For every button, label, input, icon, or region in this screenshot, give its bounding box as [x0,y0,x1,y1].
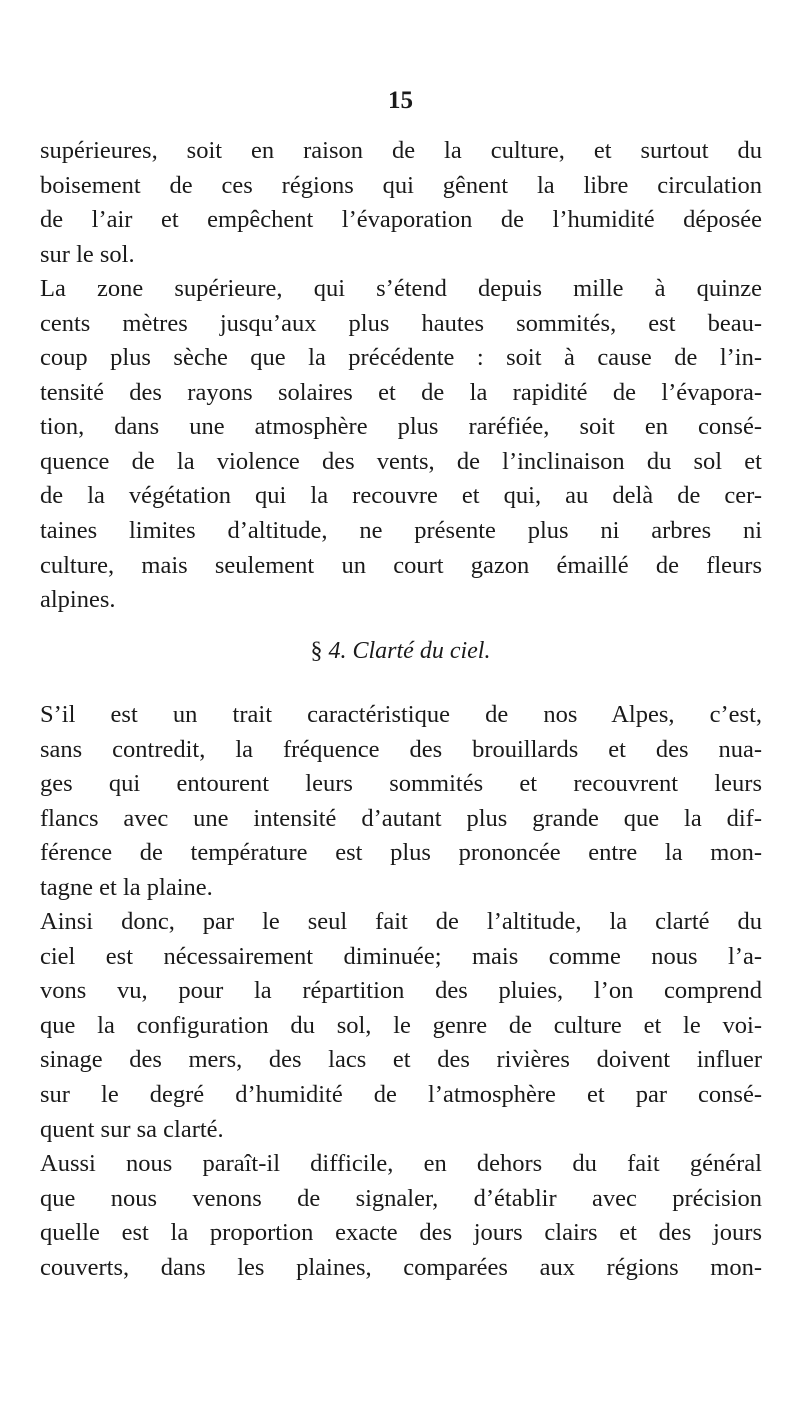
text-line: S’il est un trait caractéristique de nos Alpes, c’est, [40,701,762,728]
text-line: alpines. [40,586,116,614]
text-line: sinage des mers, des lacs et des rivières doivent influer [40,1046,762,1074]
text-line: quence de la violence des vents, de l’inclinaison du sol et [40,447,762,475]
text-block-bottom [40,698,762,1285]
text-line: tensité des rayons solaires et de la rapidité de l’évapora- [40,378,762,406]
text-line: ges qui entourent leurs sommités et recouvrent leurs [40,770,762,798]
text-line: que nous venons de signaler, d’établir avec précision [40,1184,762,1212]
text-line: flancs avec une intensité d’autant plus grande que la dif- [40,804,762,832]
text-line: boisement de ces régions qui gênent la libre circulation [40,171,762,199]
text-line: vons vu, pour la répartition des pluies, l’on comprend [40,977,762,1005]
text-line: taines limites d’altitude, ne présente plus ni arbres ni [40,517,762,545]
text-line: que la configuration du sol, le genre de culture et le voi- [40,1011,762,1039]
page-number: 15 [388,87,413,114]
section-heading [0,636,801,666]
text-line: supérieures, soit en raison de la culture, et surtout du [40,137,762,164]
text-line: tion, dans une atmosphère plus raréfiée, soit en consé- [40,413,762,441]
paragraph [40,698,762,905]
text-line: Ainsi donc, par le seul fait de l’altitude, la clarté du [40,908,762,936]
text-line: de la végétation qui la recouvre et qui, au delà de cer- [40,482,762,510]
paragraph [40,1147,762,1285]
text-line: ciel est nécessairement diminuée; mais comme nous l’a- [40,942,762,970]
text-line: coup plus sèche que la précédente : soit à cause de l’in- [40,344,762,372]
text-line: sur le sol. [40,240,135,268]
text-line: sans contredit, la fréquence des brouillards et des nua- [40,735,762,763]
text-line: férence de température est plus prononcée entre la mon- [40,839,762,867]
text-line: La zone supérieure, qui s’étend depuis mille à quinze [40,275,762,303]
text-line: Aussi nous paraît-il difficile, en dehors du fait général [40,1150,762,1178]
text-line: tagne et la plaine. [40,873,213,901]
paragraph [40,134,762,272]
text-line: cents mètres jusqu’aux plus hautes sommités, est beau- [40,309,762,337]
text-line: quelle est la proportion exacte des jours clairs et des jours [40,1219,762,1247]
section-title: Clarté du ciel. [352,638,491,664]
text-line: culture, mais seulement un court gazon émaillé de fleurs [40,551,762,579]
section-mark: § [310,638,323,664]
paragraph [40,272,762,617]
text-line: sur le degré d’humidité de l’atmosphère et par consé- [40,1081,762,1109]
paragraph [40,905,762,1147]
text-line: couverts, dans les plaines, comparées aux régions mon- [40,1253,762,1281]
text-line: de l’air et empêchent l’évaporation de l’humidité déposée [40,206,762,234]
text-block-top [40,134,762,618]
text-line: quent sur sa clarté. [40,1115,224,1143]
section-number: 4. [328,638,347,664]
